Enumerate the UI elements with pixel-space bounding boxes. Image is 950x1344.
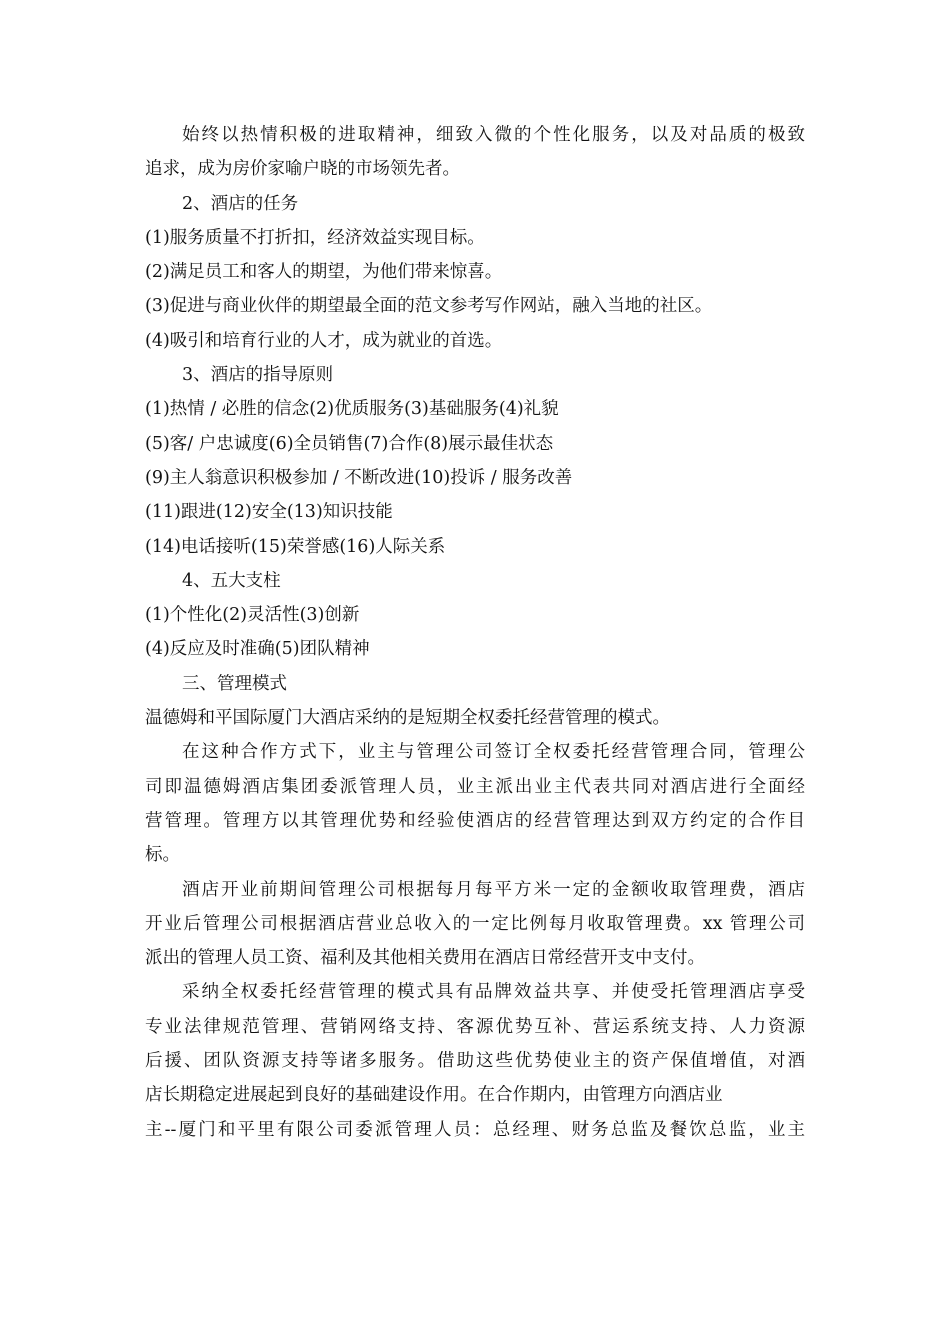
paragraph-line: 营管理。管理方以其管理优势和经验使酒店的经营管理达到双方约定的合作目: [145, 810, 805, 831]
paragraph-line: 后援、团队资源支持等诸多服务。借助这些优势使业主的资产保值增值，对酒: [145, 1051, 805, 1072]
paragraph-line: 标。: [145, 845, 180, 866]
paragraph-line: 温德姆和平国际厦门大酒店采纳的是短期全权委托经营管理的模式。: [145, 708, 670, 729]
list-item: (5)客/ 户忠诚度(6)全员销售(7)合作(8)展示最佳状态: [145, 433, 554, 454]
paragraph-line: 采纳全权委托经营管理的模式具有品牌效益共享、并使受托管理酒店享受: [182, 982, 805, 1003]
list-item: (2)满足员工和客人的期望，为他们带来惊喜。: [145, 262, 503, 283]
list-item: (9)主人翁意识积极参加 / 不断改进(10)投诉 / 服务改善: [145, 467, 573, 488]
paragraph-line: 追求，成为房价家喻户晓的市场领先者。: [145, 159, 460, 180]
list-item: (3)促进与商业伙伴的期望最全面的范文参考写作网站，融入当地的社区。: [145, 296, 713, 317]
section-heading: 4、五大支柱: [182, 570, 281, 591]
paragraph-line: 店长期稳定进展起到良好的基础建设作用。在合作期内，由管理方向酒店业: [145, 1085, 723, 1106]
paragraph-line: 在这种合作方式下，业主与管理公司签订全权委托经营管理合同，管理公: [182, 742, 805, 763]
list-item: (1)个性化(2)灵活性(3)创新: [145, 605, 360, 626]
list-item: (4)吸引和培育行业的人才，成为就业的首选。: [145, 330, 503, 351]
section-heading: 3、酒店的指导原则: [182, 365, 334, 386]
list-item: (11)跟进(12)安全(13)知识技能: [145, 502, 393, 523]
section-heading: 2、酒店的任务: [182, 193, 299, 214]
paragraph-line: 专业法律规范管理、营销网络支持、客源优势互补、营运系统支持、人力资源: [145, 1016, 805, 1037]
list-item: (1)服务质量不打折扣，经济效益实现目标。: [145, 227, 485, 248]
paragraph-line: 司即温德姆酒店集团委派管理人员，业主派出业主代表共同对酒店进行全面经: [145, 776, 805, 797]
paragraph-line: 开业后管理公司根据酒店营业总收入的一定比例每月收取管理费。xx 管理公司: [145, 913, 805, 934]
paragraph-line: 始终以热情积极的进取精神，细致入微的个性化服务，以及对品质的极致: [182, 125, 805, 145]
section-heading: 三、管理模式: [182, 673, 287, 694]
list-item: (4)反应及时准确(5)团队精神: [145, 639, 370, 660]
list-item: (14)电话接听(15)荣誉感(16)人际关系: [145, 536, 446, 557]
paragraph-line: 主--厦门和平里有限公司委派管理人员：总经理、财务总监及餐饮总监，业主: [145, 1119, 805, 1140]
paragraph-line: 酒店开业前期间管理公司根据每月每平方米一定的金额收取管理费，酒店: [182, 879, 805, 900]
paragraph-line: 派出的管理人员工资、福利及其他相关费用在酒店日常经营开支中支付。: [145, 948, 705, 969]
list-item: (1)热情 / 必胜的信念(2)优质服务(3)基础服务(4)礼貌: [145, 399, 559, 420]
document-body: [145, 118, 805, 1147]
